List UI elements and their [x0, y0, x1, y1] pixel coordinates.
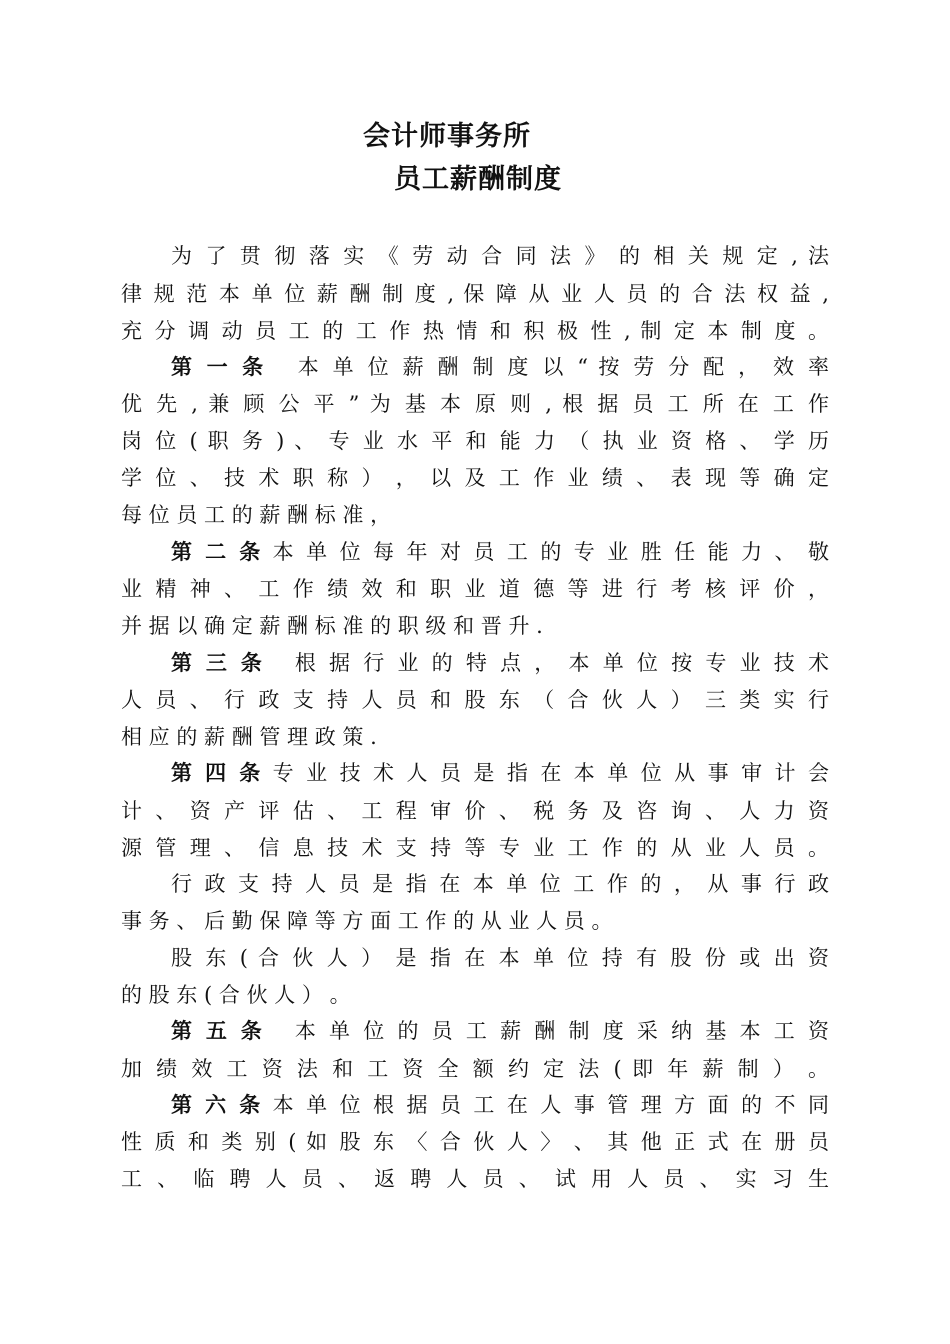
article2-label: 第 二 条	[171, 540, 264, 564]
admin-line-1: 行 政 支 持 人 员 是 指 在 本 单 位 工 作 的 ， 从 事 行 政	[171, 872, 829, 896]
article5-line-2: 加 绩 效 工 资 法 和 工 资 全 额 约 定 法 ( 即 年 薪 制 ） 。	[121, 1057, 829, 1081]
article5-line-1	[171, 1013, 829, 1050]
document-title-line2: 员工薪酬制度	[394, 164, 562, 195]
partner-line-1: 股 东 ( 合 伙 人 ） 是 指 在 本 单 位 持 有 股 份 或 出 资	[171, 946, 829, 970]
article4-text-1: 专 业 技 术 人 员 是 指 在 本 单 位 从 事 审 计 会	[272, 761, 830, 785]
article2-line-3: 并 据 以 确 定 薪 酬 标 准 的 职 级 和 晋 升 .	[121, 614, 543, 638]
article5-text-1: 本 单 位 的 员 工 薪 酬 制 度 采 纳 基 本 工 资	[294, 1019, 829, 1043]
article2-line-2: 业 精 神 、 工 作 绩 效 和 职 业 道 德 等 进 行 考 核 评 价 ，	[121, 577, 829, 601]
article2-text-1: 本 单 位 每 年 对 员 工 的 专 业 胜 任 能 力 、 敬	[272, 540, 830, 564]
article3-line-2: 人 员 、 行 政 支 持 人 员 和 股 东 （ 合 伙 人 ） 三 类 实 行	[121, 688, 829, 712]
article1-label: 第 一 条	[171, 355, 267, 379]
article1-text-1: 本 单 位 薪 酬 制 度 以 “ 按 劳 分 配 ， 效 率	[297, 355, 829, 379]
article3-label: 第 三 条	[171, 651, 265, 675]
article1-line-3: 岗 位 ( 职 务 ) 、 专 业 水 平 和 能 力 （ 执 业 资 格 、 学 历	[121, 429, 829, 453]
article6-label: 第 六 条	[171, 1093, 264, 1117]
article6-text-1: 本 单 位 根 据 员 工 在 人 事 管 理 方 面 的 不 同	[272, 1093, 830, 1117]
document-title-line1: 会计师事务所	[363, 121, 531, 152]
article5-label: 第 五 条	[171, 1019, 265, 1043]
intro-line-3: 充 分 调 动 员 工 的 工 作 热 情 和 积 极 性 , 制 定 本 制 度 。	[121, 319, 829, 343]
article1-line-2: 优 先 , 兼 顾 公 平 ” 为 基 本 原 则 , 根 据 员 工 所 在 工 作	[121, 392, 829, 416]
article4-line-2: 计 、 资 产 评 估 、 工 程 审 价 、 税 务 及 咨 询 、 人 力 资	[121, 799, 829, 823]
article3-line-1	[171, 645, 829, 682]
article4-label: 第 四 条	[171, 761, 264, 785]
article4-line-3: 源 管 理 、 信 息 技 术 支 持 等 专 业 工 作 的 从 业 人 员 。	[121, 836, 829, 860]
article6-line-3: 工 、 临 聘 人 员 、 返 聘 人 员 、 试 用 人 员 、 实 习 生	[121, 1167, 829, 1191]
article6-line-1	[171, 1087, 829, 1124]
article3-line-3: 相 应 的 薪 酬 管 理 政 策 .	[121, 725, 377, 749]
article1-line-1	[171, 349, 829, 386]
intro-line-1: 为 了 贯 彻 落 实 《 劳 动 合 同 法 》 的 相 关 规 定 , 法	[171, 244, 829, 268]
admin-line-2: 事 务 、 后 勤 保 障 等 方 面 工 作 的 从 业 人 员 。	[121, 909, 613, 933]
intro-line-2: 律 规 范 本 单 位 薪 酬 制 度 , 保 障 从 业 人 员 的 合 法 权 益 ,	[121, 282, 829, 306]
article6-line-2: 性 质 和 类 别 ( 如 股 东 〈 合 伙 人 〉 、 其 他 正 式 在 册 员	[121, 1130, 829, 1154]
article2-line-1	[171, 534, 829, 571]
article1-line-5: 每 位 员 工 的 薪 酬 标 准 ，	[121, 503, 392, 527]
partner-line-2: 的 股 东 ( 合 伙 人 ） 。	[121, 983, 351, 1007]
article3-text-1: 根 据 行 业 的 特 点 ， 本 单 位 按 专 业 技 术	[294, 651, 829, 675]
article1-line-4: 学 位 、 技 术 职 称 ） ， 以 及 工 作 业 绩 、 表 现 等 确 定	[121, 466, 829, 490]
article4-line-1	[171, 755, 829, 792]
